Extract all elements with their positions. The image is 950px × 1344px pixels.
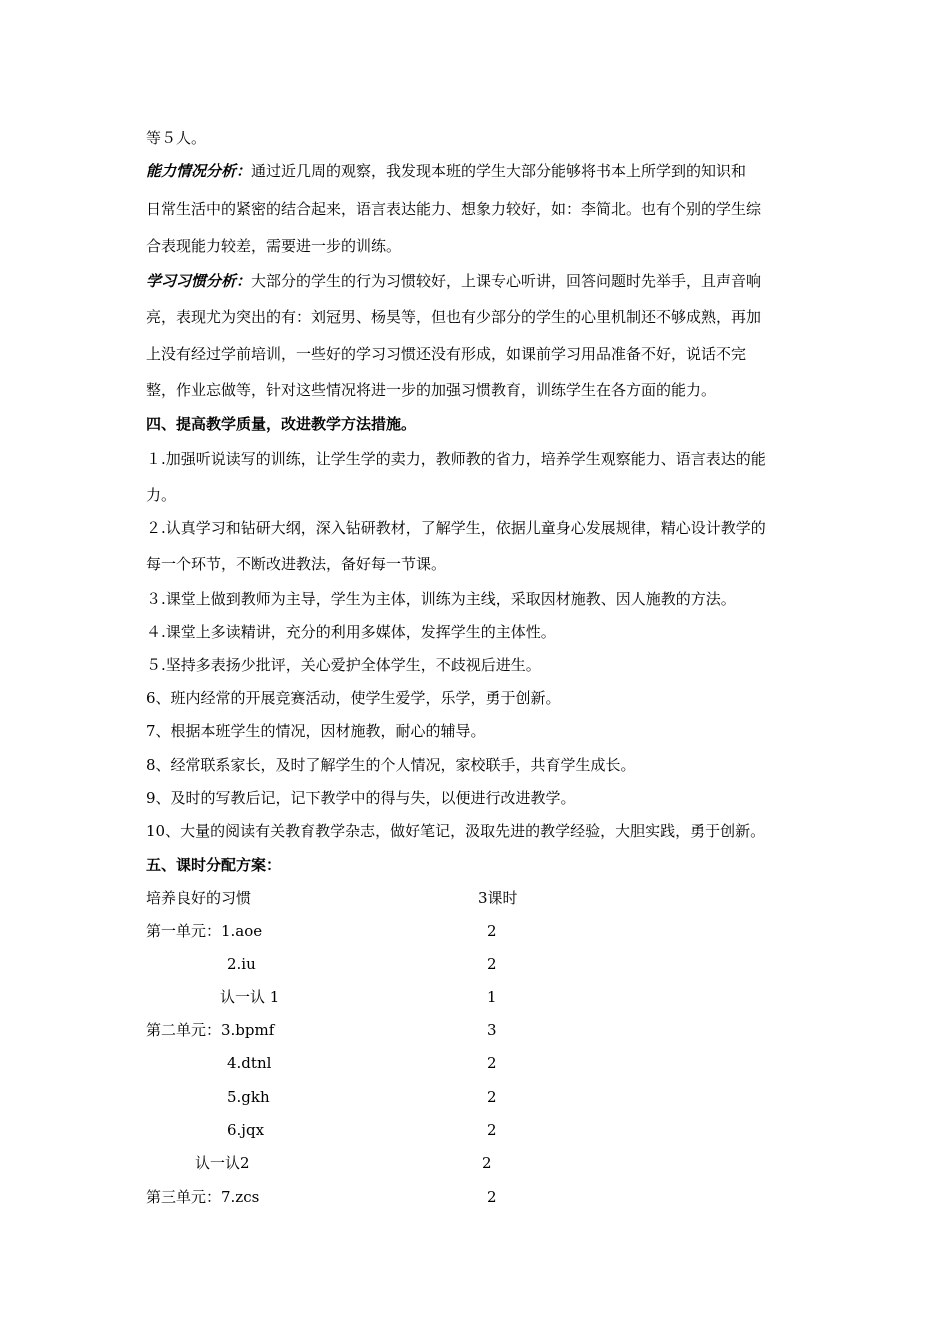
schedule-lesson: 第一单元：1.aoe xyxy=(146,922,263,940)
section-4-item: 6、班内经常的开展竞赛活动，使学生爱学，乐学，勇于创新。 xyxy=(146,689,561,707)
schedule-hours: 1 xyxy=(487,988,497,1006)
section-4-item: ３.课堂上做到教师为主导，学生为主体，训练为主线，采取因材施教、因人施教的方法。 xyxy=(146,590,736,608)
schedule-lesson: 5.gkh xyxy=(227,1088,270,1106)
schedule-hours: 3课时 xyxy=(478,889,518,907)
section-4-heading: 四、提高教学质量，改进教学方法措施。 xyxy=(146,415,417,433)
section-4-item: １.加强听说读写的训练，让学生学的卖力，教师教的省力，培养学生观察能力、语言表达的能 xyxy=(146,450,766,468)
ability-analysis-line-1 xyxy=(146,161,746,181)
schedule-lesson: 第三单元：7.zcs xyxy=(146,1188,260,1206)
section-4-item: 9、及时的写教后记，记下教学中的得与失，以便进行改进教学。 xyxy=(146,789,576,807)
schedule-hours: 2 xyxy=(487,922,497,940)
section-4-item: 8、经常联系家长，及时了解学生的个人情况，家校联手，共育学生成长。 xyxy=(146,756,636,774)
habit-analysis-label: 学习习惯分析： xyxy=(146,272,252,290)
section-4-item: 力。 xyxy=(146,486,177,504)
schedule-hours: 2 xyxy=(482,1154,492,1172)
section-4-item: ２.认真学习和钻研大纲，深入钻研教材，了解学生，依据儿童身心发展规律，精心设计教学的 xyxy=(146,519,766,537)
schedule-hours: 3 xyxy=(487,1021,497,1039)
paragraph-continuation: 等５人。 xyxy=(146,129,207,147)
schedule-lesson: 认一认 1 xyxy=(220,988,280,1006)
schedule-lesson: 6.jqx xyxy=(227,1121,265,1139)
schedule-hours: 2 xyxy=(487,1054,497,1072)
section-4-item: ４.课堂上多读精讲，充分的利用多媒体，发挥学生的主体性。 xyxy=(146,623,556,641)
habit-analysis-text: 大部分的学生的行为习惯较好，上课专心听讲，回答问题时先举手，且声音响 xyxy=(251,272,762,290)
schedule-lesson: 4.dtnl xyxy=(227,1054,272,1072)
habit-analysis-line-4: 整，作业忘做等，针对这些情况将进一步的加强习惯教育，训练学生在各方面的能力。 xyxy=(146,381,717,399)
section-4-item: 每一个环节，不断改进教法，备好每一节课。 xyxy=(146,555,447,573)
habit-analysis-line-2: 亮，表现尤为突出的有：刘冠男、杨昊等，但也有少部分的学生的心里机制还不够成熟，再加 xyxy=(146,308,762,326)
schedule-lesson: 培养良好的习惯 xyxy=(146,889,252,907)
schedule-lesson: 第二单元：3.bpmf xyxy=(146,1021,275,1039)
habit-analysis-line-1 xyxy=(146,271,761,291)
section-4-item: 7、根据本班学生的情况，因材施教，耐心的辅导。 xyxy=(146,722,486,740)
schedule-lesson: 认一认2 xyxy=(195,1154,250,1172)
ability-analysis-line-2: 日常生活中的紧密的结合起来，语言表达能力、想象力较好，如：李简北。也有个别的学生综 xyxy=(146,200,762,218)
section-5-heading: 五、课时分配方案： xyxy=(146,856,282,874)
habit-analysis-line-3: 上没有经过学前培训，一些好的学习习惯还没有形成，如课前学习用品准备不好，说话不完 xyxy=(146,345,747,363)
schedule-hours: 2 xyxy=(487,955,497,973)
schedule-hours: 2 xyxy=(487,1088,497,1106)
schedule-lesson: 2.iu xyxy=(227,955,256,973)
ability-analysis-text: 通过近几周的观察，我发现本班的学生大部分能够将书本上所学到的知识和 xyxy=(251,162,747,180)
section-4-item: 10、大量的阅读有关教育教学杂志，做好笔记，汲取先进的教学经验，大胆实践，勇于创新。 xyxy=(146,822,766,840)
ability-analysis-line-3: 合表现能力较差，需要进一步的训练。 xyxy=(146,237,402,255)
ability-analysis-label: 能力情况分析： xyxy=(146,162,252,180)
section-4-item: ５.坚持多表扬少批评，关心爱护全体学生，不歧视后进生。 xyxy=(146,656,541,674)
schedule-hours: 2 xyxy=(487,1188,497,1206)
schedule-hours: 2 xyxy=(487,1121,497,1139)
